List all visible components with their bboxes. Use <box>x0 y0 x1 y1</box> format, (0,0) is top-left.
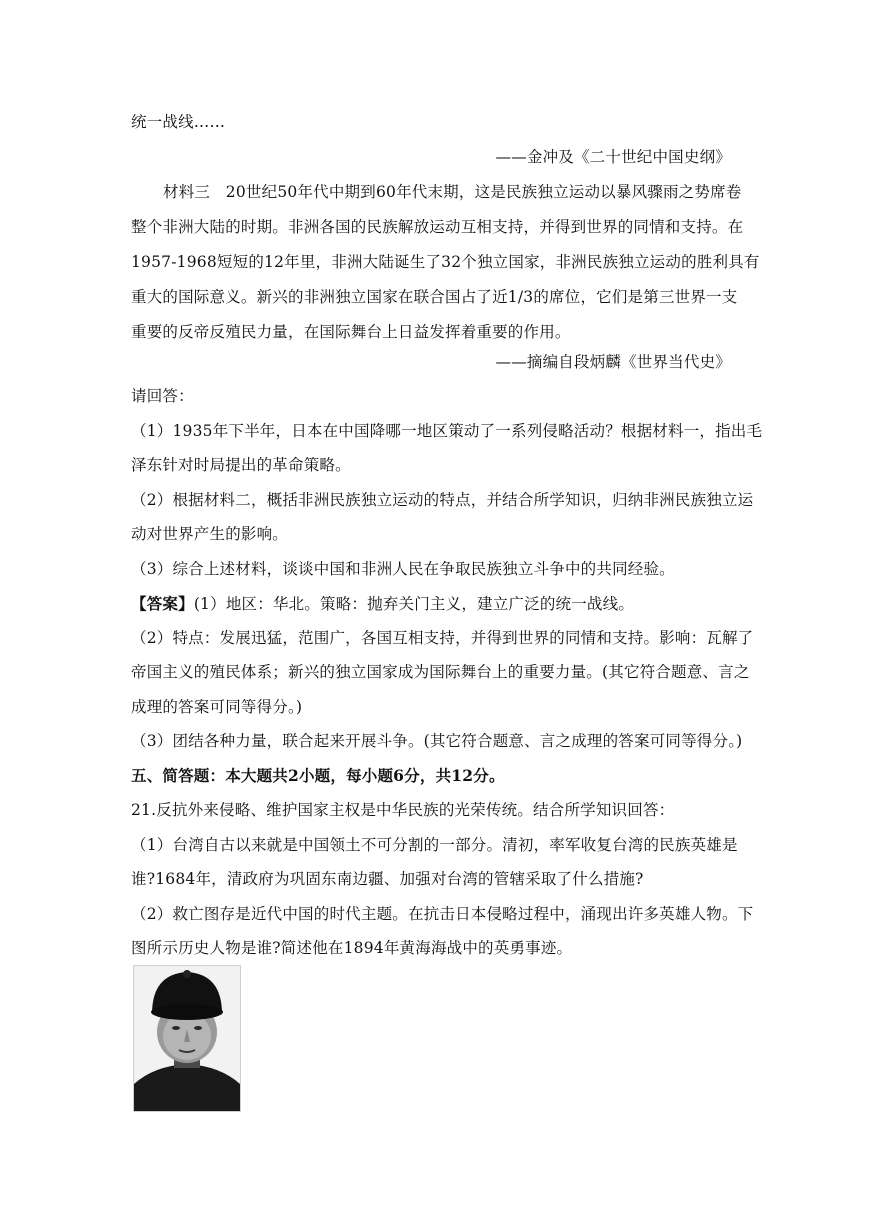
material-three-line-5: 重要的反帝反殖民力量，在国际舞台上日益发挥着重要的作用。 <box>131 323 571 341</box>
question-21-2-line-1: （2）救亡图存是近代中国的时代主题。在抗击日本侵略过程中，涌现出许多英雄人物。下 <box>131 905 754 923</box>
question-3: （3）综合上述材料，谈谈中国和非洲人民在争取民族独立斗争中的共同经验。 <box>131 560 675 578</box>
answer-2-line-2: 帝国主义的殖民体系；新兴的独立国家成为国际舞台上的重要力量。(其它符合题意、言之 <box>131 663 750 681</box>
answer-2-line-3: 成理的答案可同等得分。) <box>131 698 303 716</box>
material-three-line-4: 重大的国际意义。新兴的非洲独立国家在联合国占了近1/3的席位，它们是第三世界一支 <box>131 288 738 306</box>
portrait-image <box>134 966 240 1111</box>
historical-portrait-photo <box>133 965 241 1112</box>
question-2-line-1: （2）根据材料二，概括非洲民族独立运动的特点，并结合所学知识，归纳非洲民族独立运 <box>131 491 754 509</box>
citation-1: ——金冲及《二十世纪中国史纲》 <box>495 148 731 166</box>
material-three-line-3: 1957-1968短短的12年里，非洲大陆诞生了32个独立国家，非洲民族独立运动的胜利具有 <box>131 253 760 271</box>
answer-line-1 <box>131 594 741 614</box>
question-prompt: 请回答： <box>131 387 194 405</box>
question-1-line-1: （1）1935年下半年，日本在中国降哪一地区策动了一系列侵略活动？根据材料一，指出毛 <box>131 422 763 440</box>
answer-1-text: (1）地区：华北。策略：抛弃关门主义，建立广泛的统一战线。 <box>193 595 635 613</box>
answer-tag: 【答案】 <box>131 594 194 613</box>
question-21-1-line-1: （1）台湾自古以来就是中国领土不可分割的一部分。清初，率军收复台湾的民族英雄是 <box>131 836 738 854</box>
answer-3: （3）团结各种力量，联合起来开展斗争。(其它符合题意、言之成理的答案可同等得分。) <box>131 732 743 750</box>
question-2-line-2: 动对世界产生的影响。 <box>131 525 289 543</box>
material-three-line-2: 整个非洲大陆的时期。非洲各国的民族解放运动互相支持，并得到世界的同情和支持。在 <box>131 218 744 236</box>
citation-2: ——摘编自段炳麟《世界当代史》 <box>495 353 731 371</box>
answer-2-line-1: （2）特点：发展迅猛，范围广，各国互相支持，并得到世界的同情和支持。影响：瓦解了 <box>131 629 754 647</box>
question-21-1-line-2: 谁?1684年，清政府为巩固东南边疆、加强对台湾的管辖采取了什么措施? <box>131 870 644 888</box>
text-line-1: 统一战线…… <box>131 113 226 131</box>
question-21-2-line-2: 图所示历史人物是谁?简述他在1894年黄海海战中的英勇事迹。 <box>131 939 573 957</box>
question-1-line-2: 泽东针对时局提出的革命策略。 <box>131 456 351 474</box>
section-five-heading: 五、简答题：本大题共2小题，每小题6分，共12分。 <box>131 766 505 785</box>
question-21-stem: 21.反抗外来侵略、维护国家主权是中华民族的光荣传统。结合所学知识回答： <box>131 801 675 819</box>
material-three-line-1: 材料三 20世纪50年代中期到60年代末期，这是民族独立运动以暴风骤雨之势席卷 <box>163 183 742 201</box>
